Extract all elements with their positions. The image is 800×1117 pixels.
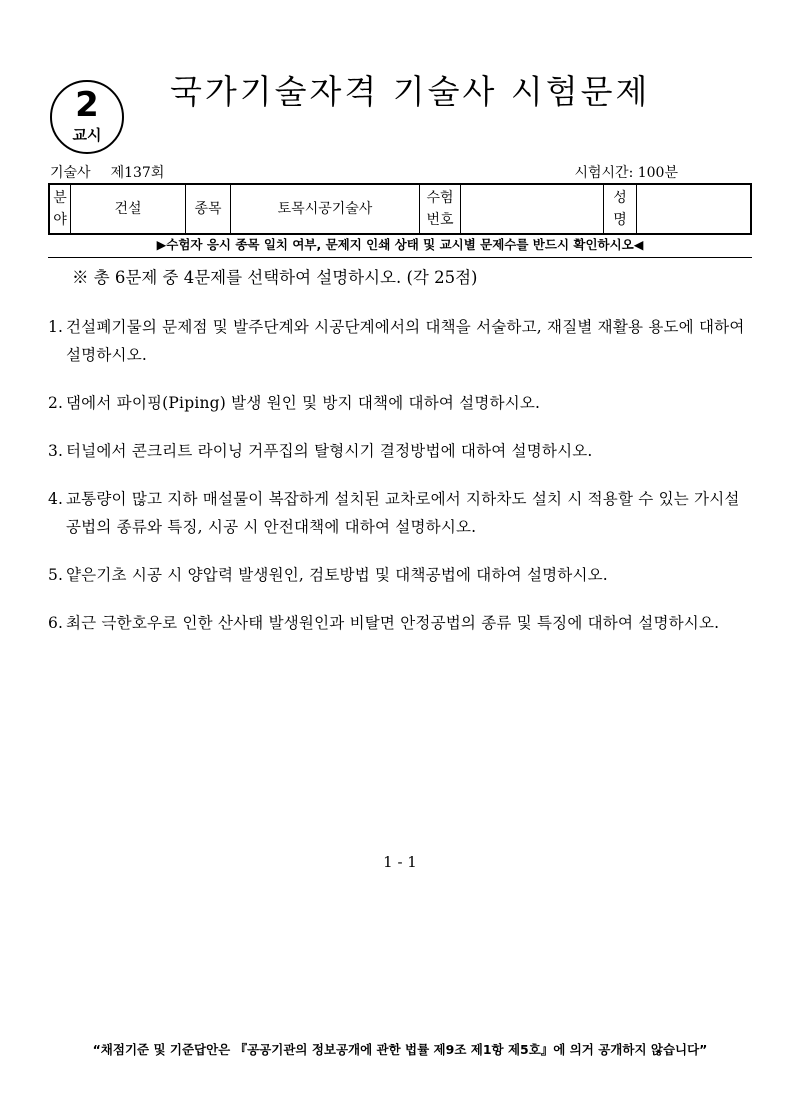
exam-round: 제137회 [110, 165, 165, 181]
question-item [48, 609, 756, 637]
question-text: 교통량이 많고 지하 매설물이 복잡하게 설치된 교차로에서 지하차도 설치 시 적용할 수 있는 가시설 공법의 종류와 특징, 시공 시 안전대책에 대하여 설명하시오. [66, 490, 740, 536]
exam-title: 국가기술자격 기술사 시험문제 [170, 72, 651, 111]
subject-label: 종목 [186, 184, 231, 234]
name-label-top: 성 [613, 190, 627, 206]
name-label-bottom: 명 [613, 212, 627, 228]
question-number: 4. [48, 490, 64, 508]
session-label: 교시 [72, 126, 102, 144]
session-number: 2 [75, 85, 99, 125]
field-value: 건설 [71, 184, 186, 234]
question-text: 댐에서 파이핑(Piping) 발생 원인 및 방지 대책에 대하여 설명하시오. [66, 394, 541, 412]
exam-number-label-bottom: 번호 [426, 212, 454, 228]
divider-line [48, 257, 752, 258]
exam-number-label-top: 수험 [426, 190, 454, 206]
question-item [48, 485, 756, 541]
exam-number-field[interactable] [461, 184, 604, 234]
exam-category [50, 164, 164, 182]
question-text: 터널에서 콘크리트 라이닝 거푸집의 탈형시기 결정방법에 대하여 설명하시오. [66, 442, 593, 460]
question-list [48, 313, 756, 657]
exam-info-table [48, 183, 752, 235]
question-number: 5. [48, 566, 64, 584]
question-number: 3. [48, 442, 64, 460]
question-item [48, 561, 756, 589]
question-number: 6. [48, 614, 64, 632]
question-text: 얕은기초 시공 시 양압력 발생원인, 검토방법 및 대책공법에 대하여 설명하시오. [66, 566, 608, 584]
question-item [48, 437, 756, 465]
field-label-top: 분 [53, 190, 67, 206]
category-text: 기술사 [50, 165, 91, 181]
name-field[interactable] [637, 184, 752, 234]
field-label-bottom: 야 [53, 212, 67, 228]
session-badge [50, 80, 124, 154]
question-number: 2. [48, 394, 64, 412]
question-item [48, 389, 756, 417]
question-text: 최근 극한호우로 인한 산사태 발생원인과 비탈면 안정공법의 종류 및 특징에 대하여 설명하시오. [66, 614, 720, 632]
subject-value: 토목시공기술사 [231, 184, 420, 234]
name-label [604, 184, 637, 234]
page-number: 1 - 1 [383, 853, 417, 871]
exam-duration: 시험시간: 100분 [574, 165, 678, 181]
exam-number-label [420, 184, 461, 234]
question-item [48, 313, 756, 369]
instruction-text: ※ 총 6문제 중 4문제를 선택하여 설명하시오. (각 25점) [72, 268, 478, 287]
disclosure-footer: “채점기준 및 기준답안은 『공공기관의 정보공개에 관한 법률 제9조 제1항 제5호』에 의거 공개하지 않습니다” [92, 1042, 708, 1057]
check-notice: ▶수험자 응시 종목 일치 여부, 문제지 인쇄 상태 및 교시별 문제수를 반드시 확인하시오◀ [156, 237, 644, 252]
question-number: 1. [48, 318, 64, 336]
question-text: 건설폐기물의 문제점 및 발주단계와 시공단계에서의 대책을 서술하고, 재질별 재활용 용도에 대하여 설명하시오. [66, 318, 745, 364]
field-label [49, 184, 71, 234]
